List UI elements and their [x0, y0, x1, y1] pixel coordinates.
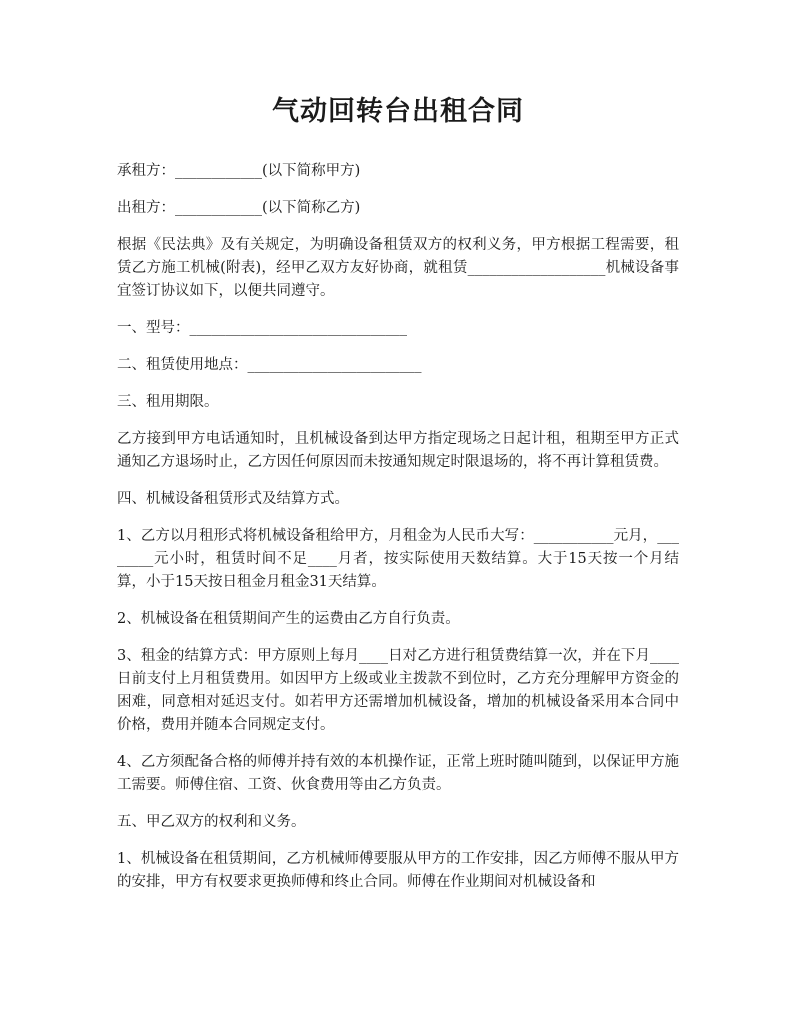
settlement-item-3: 3、租金的结算方式：甲方原则上每月____日对乙方进行租赁费结算一次，并在下月____日前支付上月租赁费用。如因甲方上级或业主拨款不到位时，乙方充分理解甲方资金的困难，同意相对延迟支付。如若甲方还需增加机械设备，增加的机械设备采用本合同中价格，费用并随本合同规定支付。 — [117, 648, 679, 733]
clause-location: 二、租赁使用地点：________________________ — [117, 357, 422, 373]
section-heading-settlement: 四、机械设备租赁形式及结算方式。 — [117, 491, 349, 507]
document-title: 气动回转台出租合同 — [272, 96, 524, 127]
term-body: 乙方接到甲方电话通知时，且机械设备到达甲方指定现场之日起计租，租期至甲方正式通知乙方退场时止，乙方因任何原因而未按通知规定时限退场的，将不再计算租赁费。 — [117, 431, 679, 470]
section-heading-rights: 五、甲乙双方的权利和义务。 — [117, 814, 306, 830]
rights-item-1: 1、机械设备在租赁期间，乙方机械师傅要服从甲方的工作安排，因乙方师傅不服从甲方的安排，甲方有权要求更换师傅和终止合同。师傅在作业期间对机械设备和 — [117, 851, 679, 890]
preamble: 根据《民法典》及有关规定，为明确设备租赁双方的权利义务，甲方根据工程需要，租赁乙方施工机械(附表)，经甲乙双方友好协商，就租赁___________________机械设备事宜签订协议如下，以便共同遵守。 — [117, 237, 679, 299]
settlement-item-2: 2、机械设备在租赁期间产生的运费由乙方自行负责。 — [117, 611, 460, 627]
clause-lessor: 出租方：____________(以下简称乙方) — [117, 200, 361, 216]
document-body — [117, 160, 679, 894]
clause-model: 一、型号：______________________________ — [117, 320, 407, 336]
settlement-item-1: 1、乙方以月租形式将机械设备租给甲方，月租金为人民币大写：___________元月，________元小时，租赁时间不足____月者，按实际使用天数结算。大于15天按一个月结算，小于15天按日租金月租金31天结算。 — [117, 528, 679, 590]
clause-lessee: 承租方：____________(以下简称甲方) — [117, 163, 361, 179]
settlement-item-4: 4、乙方须配备合格的师傅并持有效的本机操作证，正常上班时随叫随到，以保证甲方施工需要。师傅住宿、工资、伙食费用等由乙方负责。 — [117, 754, 679, 793]
section-heading-term: 三、租用期限。 — [117, 394, 219, 410]
